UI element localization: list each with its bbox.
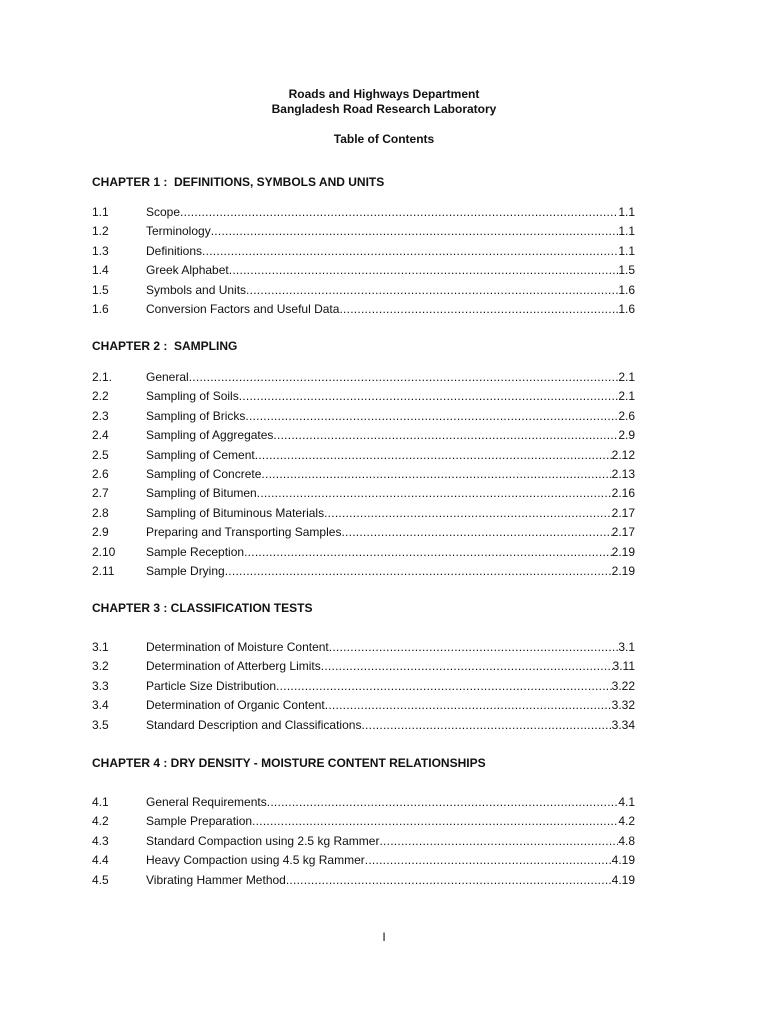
- entry-leader-line: [146, 658, 635, 674]
- section-number: 1.5: [92, 282, 109, 297]
- entry-leader-line: [146, 794, 635, 810]
- entry-leader-line: [146, 408, 635, 424]
- page-reference: 4.2: [618, 814, 635, 829]
- entry-leader-line: [146, 282, 635, 298]
- section-number: 2.6: [92, 467, 109, 481]
- section-title: Standard Compaction using 2.5 kg Rammer: [146, 833, 380, 848]
- toc-entry[interactable]: [92, 223, 635, 239]
- page-reference: 2.13: [611, 467, 635, 481]
- section-title: General: [146, 370, 189, 384]
- dot-leader: [341, 524, 611, 540]
- page-reference: 4.1: [618, 795, 635, 809]
- toc-entry[interactable]: [92, 485, 635, 501]
- section-title: Preparing and Transporting Samples: [146, 525, 342, 540]
- dot-leader: [286, 872, 612, 888]
- section-title: Determination of Moisture Content: [146, 640, 329, 654]
- page-reference: 1.6: [618, 302, 635, 316]
- page-reference: 1.1: [618, 224, 635, 239]
- section-title: Particle Size Distribution: [146, 678, 277, 693]
- entry-leader-line: [146, 717, 635, 733]
- toc-entry[interactable]: [92, 833, 635, 849]
- section-title: Sample Drying: [146, 564, 225, 578]
- entry-leader-line: [146, 204, 635, 220]
- toc-entry[interactable]: [92, 872, 635, 888]
- section-number: 2.2: [92, 389, 109, 404]
- entry-leader-line: [146, 427, 635, 443]
- toc-entry[interactable]: [92, 852, 635, 868]
- dot-leader: [325, 697, 612, 713]
- section-title: Determination of Atterberg Limits: [146, 659, 321, 674]
- dot-leader: [229, 262, 619, 278]
- section-number: 2.7: [92, 486, 109, 501]
- laboratory-name: Bangladesh Road Research Laboratory: [271, 102, 497, 116]
- section-number: 2.9: [92, 525, 109, 540]
- section-title: Sampling of Aggregates: [146, 428, 274, 443]
- entry-leader-line: [146, 639, 635, 655]
- section-number: 1.2: [92, 224, 109, 239]
- dot-leader: [239, 388, 619, 404]
- section-number: 4.2: [92, 814, 109, 829]
- toc-entry[interactable]: [92, 204, 635, 220]
- dot-leader: [180, 204, 618, 220]
- page-reference: 1.5: [618, 263, 635, 278]
- entry-leader-line: [146, 524, 635, 540]
- section-title: Symbols and Units: [146, 282, 247, 297]
- section-number: 4.4: [92, 853, 109, 868]
- toc-entry[interactable]: [92, 301, 635, 317]
- section-number: 3.5: [92, 717, 109, 732]
- page-reference: 2.12: [611, 447, 635, 462]
- page-reference: 3.11: [612, 659, 635, 674]
- section-number: 3.3: [92, 678, 109, 693]
- section-number: 2.10: [92, 544, 116, 559]
- entry-leader-line: [146, 223, 635, 239]
- section-title: Sample Preparation: [146, 814, 253, 829]
- page-reference: 1.6: [618, 282, 635, 297]
- toc-entry[interactable]: [92, 282, 635, 298]
- section-title: Sampling of Bitumen: [146, 486, 257, 501]
- dot-leader: [361, 717, 611, 733]
- page-reference: 2.19: [611, 544, 635, 559]
- toc-entry[interactable]: [92, 388, 635, 404]
- entry-leader-line: [146, 447, 635, 463]
- page-reference: 2.16: [611, 486, 635, 501]
- page-reference: 1.1: [618, 243, 635, 258]
- section-number: 4.1: [92, 795, 109, 809]
- section-title: Sampling of Bituminous Materials: [146, 505, 325, 520]
- section-number: 2.8: [92, 505, 109, 520]
- dot-leader: [255, 447, 612, 463]
- section-number: 2.4: [92, 428, 109, 443]
- section-title: Determination of Organic Content: [146, 698, 325, 713]
- dot-leader: [245, 408, 618, 424]
- section-number: 1.3: [92, 243, 109, 258]
- page-reference: 2.17: [611, 505, 635, 520]
- toc-entry[interactable]: [92, 697, 635, 713]
- page-reference: 2.9: [618, 428, 635, 443]
- entry-leader-line: [146, 262, 635, 278]
- dot-leader: [246, 282, 618, 298]
- entry-leader-line: [146, 466, 635, 482]
- toc-entry[interactable]: [92, 243, 635, 259]
- page-reference: 3.34: [611, 717, 635, 732]
- section-title: Conversion Factors and Useful Data: [146, 302, 340, 316]
- entry-leader-line: [146, 563, 635, 579]
- section-title: Sampling of Bricks: [146, 408, 246, 423]
- section-title: Standard Description and Classifications: [146, 717, 362, 732]
- toc-entry[interactable]: [92, 658, 635, 674]
- page-reference: 2.6: [618, 408, 635, 423]
- section-number: 4.5: [92, 872, 109, 887]
- dot-leader: [244, 544, 612, 560]
- page-reference: 3.32: [611, 698, 635, 713]
- toc-entry[interactable]: [92, 563, 635, 579]
- entry-leader-line: [146, 678, 635, 694]
- section-number: 2.1.: [92, 370, 113, 384]
- page-reference: 4.19: [611, 872, 635, 887]
- dot-leader: [339, 301, 618, 317]
- dot-leader: [276, 678, 612, 694]
- section-title: Scope: [146, 205, 181, 219]
- section-title: Heavy Compaction using 4.5 kg Rammer: [146, 853, 365, 868]
- toc-entry[interactable]: [92, 369, 635, 385]
- toc-entry[interactable]: [92, 524, 635, 540]
- section-number: 2.11: [92, 564, 115, 578]
- page-reference: 2.17: [611, 525, 635, 540]
- toc-entry[interactable]: [92, 678, 635, 694]
- section-title: Sampling of Soils: [146, 389, 239, 404]
- dot-leader: [379, 833, 618, 849]
- entry-leader-line: [146, 852, 635, 868]
- section-title: Greek Alphabet: [146, 263, 229, 278]
- dot-leader: [273, 427, 618, 443]
- entry-leader-line: [146, 485, 635, 501]
- page-reference: 3.1: [618, 640, 635, 654]
- section-number: 4.3: [92, 833, 109, 848]
- section-title: Sample Reception: [146, 544, 245, 559]
- toc-title: Table of Contents: [333, 132, 435, 146]
- section-number: 1.6: [92, 302, 109, 316]
- chapter-heading: CHAPTER 4 : DRY DENSITY - MOISTURE CONTENT RELATIONSHIPS: [92, 756, 486, 770]
- entry-leader-line: [146, 369, 635, 385]
- chapter-heading: CHAPTER 2 : SAMPLING: [92, 339, 238, 353]
- dot-leader: [365, 852, 612, 868]
- dot-leader: [321, 658, 613, 674]
- section-number: 3.4: [92, 698, 109, 713]
- toc-entry[interactable]: [92, 466, 635, 482]
- page-reference: 4.19: [611, 853, 635, 868]
- toc-entry[interactable]: [92, 639, 635, 655]
- dot-leader: [329, 639, 619, 655]
- entry-leader-line: [146, 872, 635, 888]
- section-number: 2.3: [92, 408, 109, 423]
- dot-leader: [261, 466, 611, 482]
- dot-leader: [189, 369, 619, 385]
- section-number: 1.1: [92, 205, 109, 219]
- section-title: Definitions: [146, 243, 203, 258]
- entry-leader-line: [146, 301, 635, 317]
- toc-entry[interactable]: [92, 813, 635, 829]
- page-reference: 1.1: [618, 205, 635, 219]
- dot-leader: [324, 505, 612, 521]
- page-reference: 2.1: [618, 370, 635, 384]
- section-number: 3.2: [92, 659, 109, 674]
- toc-entry[interactable]: [92, 408, 635, 424]
- toc-entry[interactable]: [92, 544, 635, 560]
- toc-entry[interactable]: [92, 427, 635, 443]
- section-number: 2.5: [92, 447, 109, 462]
- department-name: Roads and Highways Department: [288, 87, 480, 101]
- chapter-heading: CHAPTER 3 : CLASSIFICATION TESTS: [92, 601, 313, 615]
- chapter-heading: CHAPTER 1 : DEFINITIONS, SYMBOLS AND UNITS: [92, 175, 385, 189]
- entry-leader-line: [146, 833, 635, 849]
- page-reference: 3.22: [611, 678, 635, 693]
- page-number: I: [382, 930, 386, 944]
- entry-leader-line: [146, 697, 635, 713]
- section-title: General Requirements: [146, 795, 267, 809]
- section-title: Sampling of Cement: [146, 447, 255, 462]
- dot-leader: [257, 485, 612, 501]
- page-reference: 2.19: [611, 564, 635, 578]
- toc-entry[interactable]: [92, 447, 635, 463]
- entry-leader-line: [146, 505, 635, 521]
- page-reference: 2.1: [618, 389, 635, 404]
- toc-entry[interactable]: [92, 505, 635, 521]
- dot-leader: [211, 223, 619, 239]
- entry-leader-line: [146, 243, 635, 259]
- dot-leader: [252, 813, 618, 829]
- section-title: Vibrating Hammer Method: [146, 872, 286, 887]
- dot-leader: [267, 794, 619, 810]
- section-title: Sampling of Concrete: [146, 467, 262, 481]
- toc-entry[interactable]: [92, 794, 635, 810]
- toc-entry[interactable]: [92, 262, 635, 278]
- dot-leader: [225, 563, 612, 579]
- entry-leader-line: [146, 388, 635, 404]
- entry-leader-line: [146, 544, 635, 560]
- page-reference: 4.8: [618, 833, 635, 848]
- entry-leader-line: [146, 813, 635, 829]
- toc-entry[interactable]: [92, 717, 635, 733]
- section-number: 3.1: [92, 640, 109, 654]
- section-title: Terminology: [146, 224, 211, 239]
- section-number: 1.4: [92, 263, 109, 278]
- dot-leader: [202, 243, 618, 259]
